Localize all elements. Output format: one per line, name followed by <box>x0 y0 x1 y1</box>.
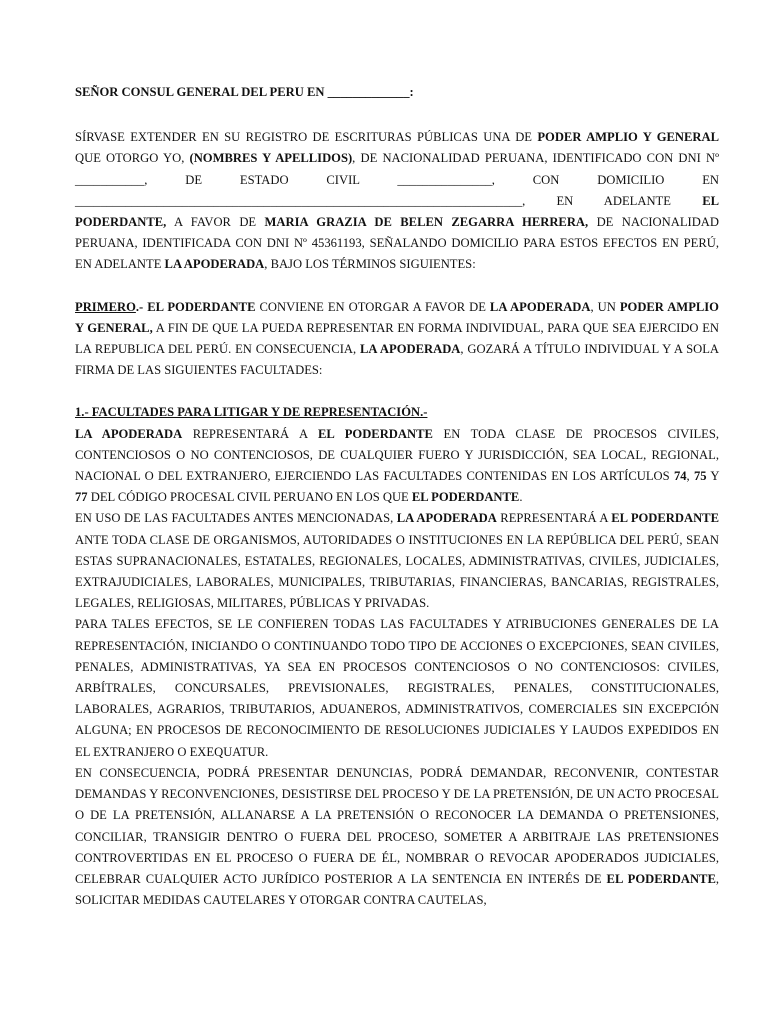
primero-clause: PRIMERO.- EL PODERDANTE CONVIENE EN OTORGAR A FAVOR DE LA APODERADA, UN PODER AMPLIO Y GENERAL, A FIN DE QUE LA PUEDA REPRESENTAR EN FORMA INDIVIDUAL, PARA QUE SEA EJERCIDO EN LA REPUBLICA DEL PERÚ. EN CONSECUENCIA, LA APODERADA, GOZARÁ A TÍTULO INDIVIDUAL Y A SOLA FIRMA DE LAS SIGUIENTES FACULTADES: <box>75 299 719 378</box>
addressee-heading: SEÑOR CONSUL GENERAL DEL PERU EN _____________: <box>75 85 414 99</box>
intro-paragraph: SÍRVASE EXTENDER EN SU REGISTRO DE ESCRITURAS PÚBLICAS UNA DE PODER AMPLIO Y GENERAL QUE OTORGO YO, (NOMBRES Y APELLIDOS), DE NACIONALIDAD PERUANA, IDENTIFICADO CON DNI Nº ___________, DE ESTADO CIVIL _______________, CON DOMICILIO EN _______________________________________________________________________, EN ADELANTE EL PODERDANTE, A FAVOR DE MARIA GRAZIA DE BELEN ZEGARRA HERRERA, DE NACIONALIDAD PERUANA, IDENTIFICADA CON DNI Nº 45361193, SEÑALANDO DOMICILIO PARA ESTOS EFECTOS EN PERÚ, EN ADELANTE LA APODERADA, BAJO LOS TÉRMINOS SIGUIENTES: <box>75 130 719 272</box>
section-1-paragraph-2: EN USO DE LAS FACULTADES ANTES MENCIONADAS, LA APODERADA REPRESENTARÁ A EL PODERDANTE ANTE TODA CLASE DE ORGANISMOS, AUTORIDADES O INSTITUCIONES EN LA REPÚBLICA DEL PERÚ, SEAN ESTAS SUPRANACIONALES, ESTATALES, REGIONALES, LOCALES, ADMINISTRATIVAS, CIVILES, JUDICIALES, EXTRAJUDICIALES, LABORALES, MUNICIPALES, TRIBUTARIAS, FINANCIERAS, BANCARIAS, REGISTRALES, LEGALES, RELIGIOSAS, MILITARES, PÚBLICAS Y PRIVADAS. <box>75 511 719 611</box>
section-1-paragraph-3: PARA TALES EFECTOS, SE LE CONFIEREN TODAS LAS FACULTADES Y ATRIBUCIONES GENERALES DE LA REPRESENTACIÓN, INICIANDO O CONTINUANDO TODO TIPO DE ACCIONES O EXCEPCIONES, SEAN CIVILES, PENALES, ADMINISTRATIVAS, YA SEA EN PROCESOS CONTENCIOSOS O NO CONTENCIOSOS: CIVILES, ARBÍTRALES, CONCURSALES, PREVISIONALES, REGISTRALES, PENALES, CONSTITUCIONALES, LABORALES, AGRARIOS, TRIBUTARIOS, ADUANEROS, ADMINISTRATIVOS, COMERCIALES SIN EXCEPCIÓN ALGUNA; EN PROCESOS DE RECONOCIMIENTO DE RESOLUCIONES JUDICIALES Y LAUDOS EXPEDIDOS EN EL EXTRANJERO O EXEQUATUR. <box>75 617 719 759</box>
document-body <box>75 82 719 911</box>
section-1-heading: 1.- FACULTADES PARA LITIGAR Y DE REPRESENTACIÓN.- <box>75 405 428 420</box>
primero-heading: PRIMERO <box>75 299 136 314</box>
section-1-paragraph-4: EN CONSECUENCIA, PODRÁ PRESENTAR DENUNCIAS, PODRÁ DEMANDAR, RECONVENIR, CONTESTAR DEMANDAS Y RECONVENCIONES, DESISTIRSE DEL PROCESO Y DE LA PRETENSIÓN, DE UN ACTO PROCESAL O DE LA PRETENSIÓN, ALLANARSE A LA PRETENSIÓN O RECONOCER LA DEMANDA O PRETENSIONES, CONCILIAR, TRANSIGIR DENTRO O FUERA DEL PROCESO, SOMETER A ARBITRAJE LAS PRETENSIONES CONTROVERTIDAS EN EL PROCESO O FUERA DE ÉL, NOMBRAR O REVOCAR APODERADOS JUDICIALES, CELEBRAR CUALQUIER ACTO JURÍDICO POSTERIOR A LA SENTENCIA EN INTERÉS DE EL PODERDANTE, SOLICITAR MEDIDAS CAUTELARES Y OTORGAR CONTRA CAUTELAS, <box>75 765 719 908</box>
section-1-paragraph-1: LA APODERADA REPRESENTARÁ A EL PODERDANTE EN TODA CLASE DE PROCESOS CIVILES, CONTENCIOSOS O NO CONTENCIOSOS, DE CUALQUIER FUERO Y JURISDICCIÓN, SEA LOCAL, REGIONAL, NACIONAL O DEL EXTRANJERO, EJERCIENDO LAS FACULTADES CONTENIDAS EN LOS ARTÍCULOS 74, 75 Y 77 DEL CÓDIGO PROCESAL CIVIL PERUANO EN LOS QUE EL PODERDANTE. <box>75 426 720 505</box>
